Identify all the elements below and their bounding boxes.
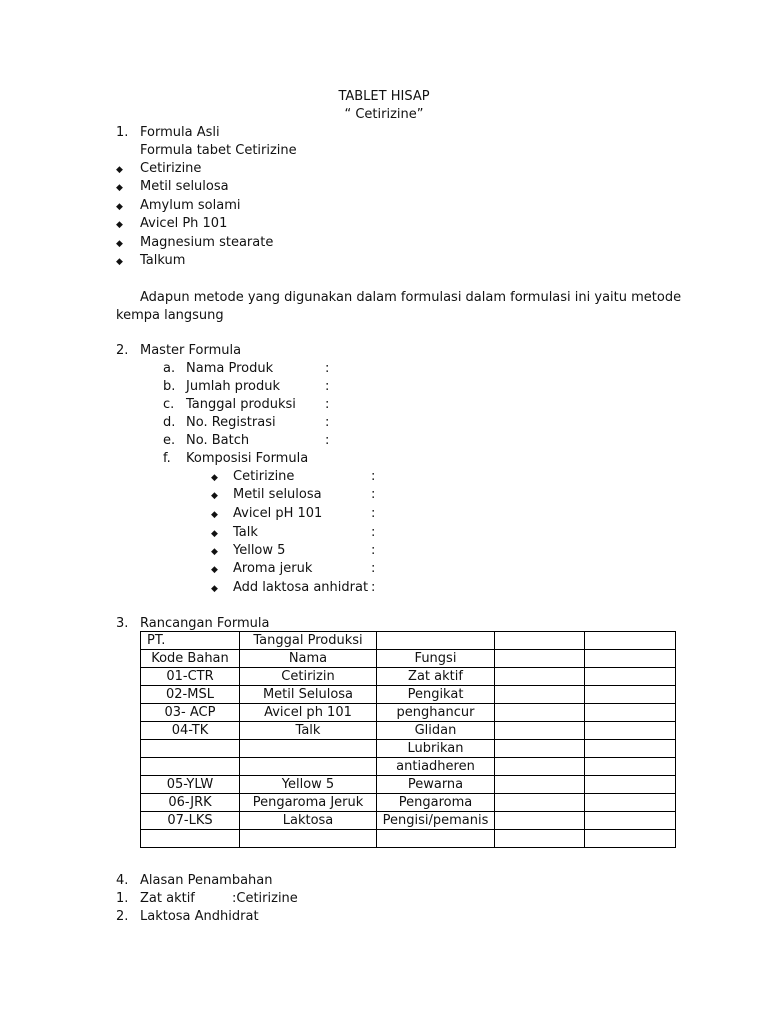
table-cell (240, 830, 377, 848)
table-cell: 05-YLW (141, 776, 240, 794)
table-cell: PT. (141, 632, 240, 650)
section-subheading: Formula tabet Cetirizine (140, 143, 297, 158)
field-colon: : (325, 397, 330, 412)
field-label: No. Registrasi (186, 415, 276, 430)
paragraph-line: kempa langsung (116, 308, 224, 323)
diamond-bullet-icon: ◆ (116, 257, 123, 267)
field-label: Jumlah produk (186, 379, 280, 394)
section-heading: Rancangan Formula (140, 616, 270, 631)
field-label: Komposisi Formula (186, 451, 309, 466)
diamond-bullet-icon: ◆ (211, 584, 218, 594)
field-letter: d. (163, 415, 176, 430)
table-cell: Yellow 5 (240, 776, 377, 794)
table-row (141, 776, 676, 794)
reason-value: :Cetirizine (232, 891, 298, 906)
table-cell (495, 812, 585, 830)
composition-colon: : (371, 487, 376, 502)
section-number: 3. (116, 616, 129, 631)
table-cell: 07-LKS (141, 812, 240, 830)
list-item: Talkum (140, 253, 186, 268)
table-cell (141, 740, 240, 758)
table-cell: Avicel ph 101 (240, 704, 377, 722)
table-row (141, 722, 676, 740)
table-cell: Pengisi/pemanis (377, 812, 495, 830)
reason-label: Zat aktif (140, 891, 195, 906)
table-cell (141, 830, 240, 848)
field-letter: b. (163, 379, 176, 394)
table-row (141, 686, 676, 704)
field-label: Nama Produk (186, 361, 274, 376)
list-item: Amylum solami (140, 198, 241, 213)
table-cell (495, 632, 585, 650)
composition-colon: : (371, 506, 376, 521)
composition-item: Add laktosa anhidrat (233, 580, 369, 595)
section-heading: Formula Asli (140, 125, 220, 140)
table-row (141, 812, 676, 830)
table-cell: Pengaroma Jeruk (240, 794, 377, 812)
table-cell (377, 830, 495, 848)
diamond-bullet-icon: ◆ (211, 529, 218, 539)
table-row (141, 668, 676, 686)
composition-colon: : (371, 525, 376, 540)
table-cell (495, 650, 585, 668)
field-label: Tanggal produksi (186, 397, 296, 412)
table-cell: Zat aktif (377, 668, 495, 686)
list-item: Cetirizine (140, 161, 202, 176)
table-cell: Pengikat (377, 686, 495, 704)
table-cell: Glidan (377, 722, 495, 740)
table-cell (495, 686, 585, 704)
reason-number: 1. (116, 891, 129, 906)
document-title: TABLET HISAP (338, 89, 430, 104)
table-header-row (141, 650, 676, 668)
diamond-bullet-icon: ◆ (116, 220, 123, 230)
table-header-row (141, 632, 676, 650)
table-cell (585, 722, 676, 740)
table-cell (495, 668, 585, 686)
section-number: 4. (116, 873, 129, 888)
table-cell (585, 830, 676, 848)
formula-table (140, 631, 676, 848)
table-cell: Fungsi (377, 650, 495, 668)
table-cell (585, 776, 676, 794)
reason-label: Laktosa Andhidrat (140, 909, 259, 924)
table-cell (585, 632, 676, 650)
list-item: Avicel Ph 101 (140, 216, 228, 231)
table-cell (585, 650, 676, 668)
table-cell (495, 740, 585, 758)
diamond-bullet-icon: ◆ (211, 510, 218, 520)
composition-colon: : (371, 469, 376, 484)
table-cell: Nama (240, 650, 377, 668)
diamond-bullet-icon: ◆ (211, 473, 218, 483)
table-cell (141, 758, 240, 776)
field-letter: c. (163, 397, 175, 412)
field-colon: : (325, 433, 330, 448)
composition-item: Aroma jeruk (233, 561, 313, 576)
reason-number: 2. (116, 909, 129, 924)
composition-colon: : (371, 543, 376, 558)
table-row (141, 794, 676, 812)
table-cell (495, 722, 585, 740)
table-cell: Tanggal Produksi (240, 632, 377, 650)
table-cell: Laktosa (240, 812, 377, 830)
table-cell: 03- ACP (141, 704, 240, 722)
table-cell (585, 686, 676, 704)
table-cell (495, 830, 585, 848)
table-cell (585, 668, 676, 686)
document-subtitle: “ Cetirizine” (344, 107, 424, 122)
composition-item: Yellow 5 (233, 543, 286, 558)
section-number: 1. (116, 125, 129, 140)
table-cell: Metil Selulosa (240, 686, 377, 704)
table-cell (585, 758, 676, 776)
table-cell: 01-CTR (141, 668, 240, 686)
table-cell: Pewarna (377, 776, 495, 794)
table-cell: penghancur (377, 704, 495, 722)
composition-item: Avicel pH 101 (233, 506, 323, 521)
field-letter: a. (163, 361, 176, 376)
diamond-bullet-icon: ◆ (116, 239, 123, 249)
table-cell (495, 704, 585, 722)
field-colon: : (325, 361, 330, 376)
composition-colon: : (371, 561, 376, 576)
table-cell: Talk (240, 722, 377, 740)
section-heading: Master Formula (140, 343, 242, 358)
field-colon: : (325, 415, 330, 430)
table-cell: Cetirizin (240, 668, 377, 686)
table-cell: 06-JRK (141, 794, 240, 812)
table-cell (377, 632, 495, 650)
table-cell (240, 740, 377, 758)
table-cell (585, 704, 676, 722)
paragraph-line: Adapun metode yang digunakan dalam formulasi dalam formulasi ini yaitu metode (140, 290, 682, 305)
table-row (141, 740, 676, 758)
table-cell: Lubrikan (377, 740, 495, 758)
table-cell (495, 794, 585, 812)
field-letter: f. (163, 451, 171, 466)
composition-item: Metil selulosa (233, 487, 322, 502)
diamond-bullet-icon: ◆ (116, 183, 123, 193)
list-item: Metil selulosa (140, 179, 229, 194)
table-row (141, 830, 676, 848)
composition-item: Cetirizine (233, 469, 295, 484)
table-cell (495, 758, 585, 776)
field-colon: : (325, 379, 330, 394)
table-cell (240, 758, 377, 776)
list-item: Magnesium stearate (140, 235, 274, 250)
table-cell (585, 812, 676, 830)
table-row (141, 704, 676, 722)
table-cell (585, 794, 676, 812)
composition-colon: : (371, 580, 376, 595)
table-cell: Kode Bahan (141, 650, 240, 668)
section-number: 2. (116, 343, 129, 358)
diamond-bullet-icon: ◆ (211, 491, 218, 501)
table-row (141, 758, 676, 776)
table-cell: antiadheren (377, 758, 495, 776)
diamond-bullet-icon: ◆ (211, 547, 218, 557)
composition-item: Talk (233, 525, 258, 540)
table-cell (585, 740, 676, 758)
diamond-bullet-icon: ◆ (116, 202, 123, 212)
field-letter: e. (163, 433, 176, 448)
table-cell: 02-MSL (141, 686, 240, 704)
diamond-bullet-icon: ◆ (211, 565, 218, 575)
section-heading: Alasan Penambahan (140, 873, 273, 888)
table-cell: Pengaroma (377, 794, 495, 812)
field-label: No. Batch (186, 433, 250, 448)
table-cell (495, 776, 585, 794)
table-cell: 04-TK (141, 722, 240, 740)
diamond-bullet-icon: ◆ (116, 165, 123, 175)
